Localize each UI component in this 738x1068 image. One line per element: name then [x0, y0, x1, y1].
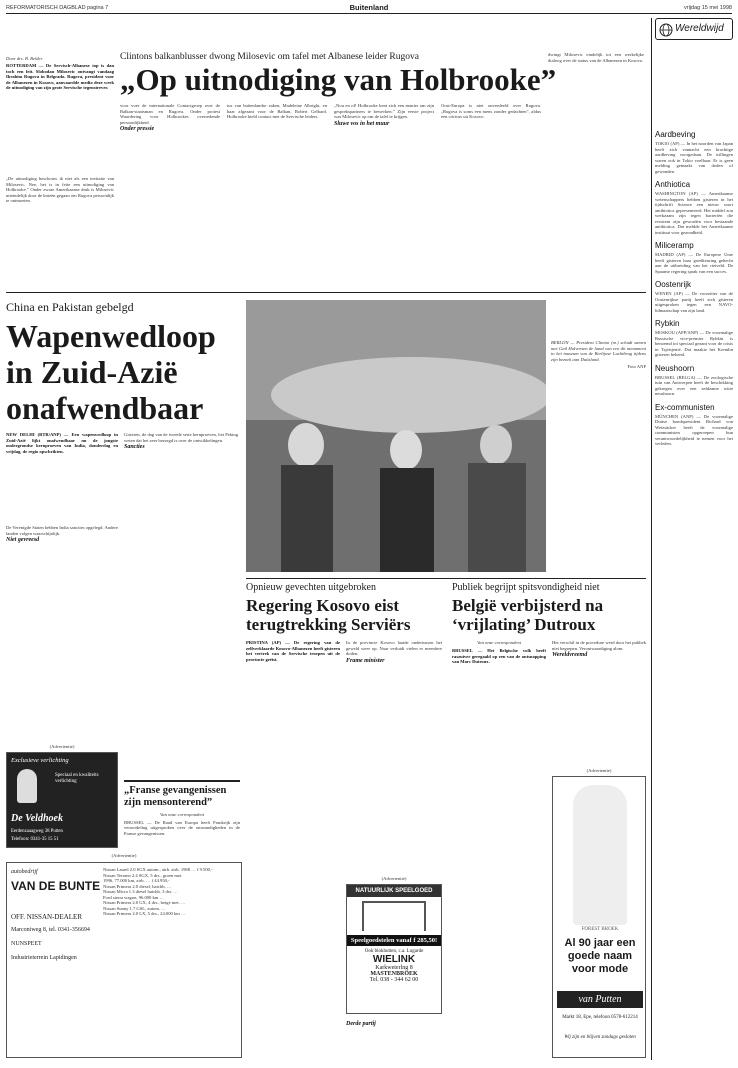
bunte-brand: VAN DE BUNTE [11, 879, 101, 893]
ad-wielink[interactable] [346, 884, 442, 1014]
china-col1-text: De Verenigde Staten hebben India sancties opgelegd. Andere landen volgen waarschijnlijk. [6, 525, 118, 536]
veldhoek-title: Exclusieve verlichting [11, 757, 69, 764]
putten-slogan: Al 90 jaar een goede naam voor mode [564, 937, 636, 975]
dutroux-intro: BRUSSEL — Het Belgische volk heeft raszuiver geregaald op een van de ontsnapping van Marc Dutroux. [452, 648, 546, 664]
wielink-addr: Ook blokhutten, c.a. Lugarde [364, 949, 424, 954]
kosovo-headline: Regering Kosovo eist terugtrekking Serviërs [246, 596, 411, 634]
photo-credit: Foto ANP [627, 364, 646, 369]
photo-caption [551, 340, 646, 572]
sidebar-item [655, 319, 733, 358]
kosovo-sub2: Derde partij [346, 1021, 376, 1027]
section-title: Buitenland [349, 3, 389, 12]
masthead-left: REFORMATORISCH DAGBLAD pagina 7 [6, 5, 109, 11]
prison-headline: „Franse gevangenissen zijn mensonterend” [124, 785, 227, 808]
model-illustration [573, 785, 627, 925]
car-row: Nissan Primera 2.0 GX, 4 drs., beige met. … [103, 900, 186, 905]
sidebar-items [655, 124, 733, 1060]
china-intro: NEW DELHI (RTR/ANP) — Een wapenwedloop in Zuid-Azië lijkt onafwendbaar nu de jongste ondergrondse kernproeven van India, donderdag en vrijdag, de regio opschrikten. [6, 432, 118, 454]
dutroux-sub1: Wereldvreemd [552, 652, 588, 658]
car-row: Nissan Sunny 1.7 GSL, autom. … [103, 905, 166, 911]
sidebar-item-text: TOKIO (AP) — In het noorden van Japan heeft zich vannacht een krachtige aardbeving voorgedaan. De trillingen waren ook in Tokio voelbaar. Er is geen melding gemaakt van doden of gewonden. [655, 141, 733, 174]
sidebar-item-text: WASHINGTON (AP) — Amerikaanse wetenschappers hebben gisteren in het tijdschrift Science een nieuw soort antibiotica gepresenteerd. Het middel zou werkzaam zijn tegen bacteriën die resistent zijn geworden voor bestaande antibiotica. Dat meldde het Amerikaanse instituut voor gezondheid. [655, 191, 733, 235]
wielink-name: WIELINK [372, 954, 416, 965]
putten-addr: Markt 18, Epe, telefoon 0578-612214 [562, 1015, 638, 1020]
ad-van-de-bunte[interactable] [6, 862, 242, 1058]
lead-bottom-rule [6, 292, 646, 293]
car-row: Nissan Primera 2.0 LX, 5 drs., 24.000 km … [103, 911, 186, 916]
wielink-sub: NATUURLIJK SPEELGOED [347, 885, 441, 897]
car-row: Nissan Terrano 2.4 SGX, 5 drs., groen met. [103, 872, 183, 878]
sidebar-item [655, 180, 733, 235]
sidebar-item [655, 364, 733, 397]
prison-body: BRUSSEL — De Raad van Europa heeft Frankrijk zijn veroordeling uitgesproken over de omstandigheden in de Franse gevangenissen. [124, 819, 240, 836]
china-col2-sub: Sancties [124, 444, 145, 450]
sidebar-item-title: Oostenrijk [655, 280, 692, 289]
wielink-phone: Tel. 038 - 344 62 00 [369, 977, 419, 983]
photo-illustration [246, 300, 546, 572]
putten-foot: Wij zijn en blijven zondags gesloten [564, 1035, 636, 1040]
photo-bottom-rule [246, 578, 646, 579]
sidebar-item-title: Miliceramp [655, 241, 694, 250]
sidebar-item-title: Anthiotica [655, 180, 691, 189]
car-row: 1996, 77.000 km, airb. … f 44.950,- [103, 878, 170, 883]
sidebar-divider [651, 18, 652, 1060]
bunte-shop: autobedrijf [11, 869, 38, 875]
china-kicker: China en Pakistan gebelgd [6, 300, 134, 314]
dutroux-byline: Van onze correspondent [477, 640, 521, 645]
china-col1 [6, 525, 118, 740]
bunte-line1: OFF. NISSAN-DEALER [11, 913, 83, 921]
ad-label-1: (Advertentie) [49, 744, 75, 749]
kosovo-kicker: Opnieuw gevechten uitgebroken [246, 582, 376, 593]
kosovo-sub1: Frame minister [346, 657, 385, 664]
prison-byline: Van onze correspondent [160, 812, 204, 817]
bunte-line4: Industrieterrein Lapidingen [11, 955, 77, 961]
lead-col4-text: „Nou en of! Holbrooke kent zich een manier om zijn gesprekspartners te bewerken.” Zijn eerste project was Milosevic op om de tafel te krijgen. [334, 103, 434, 119]
sidebar-item [655, 241, 733, 274]
car-row: Nissan Primera 2.0 diesel, hatchb. … [103, 883, 172, 889]
ad-label-4: (Advertentie) [586, 768, 612, 773]
ad-veldhoek[interactable] [6, 752, 118, 848]
forest-label: FOREST BROEK [581, 927, 619, 932]
car-row: Nissan Micra 1.3 diesel hatchb. 3 drs. … [103, 889, 179, 894]
china-col2 [124, 432, 238, 740]
dutroux-body-text: Het verschil in de procedure werd door het publiek niet begrepen. Verontwaardiging alom. [552, 640, 646, 651]
photo-clinton [246, 300, 546, 572]
lead-col2-text: voor voer de internationale Contactgroep over de Balkan-staatsman en Rugova. Onder protest Waardering voor Holbrookes overredende persoonlijkheid. [120, 103, 220, 125]
sidebar-item-title: Ex-communisten [655, 402, 715, 412]
globe-icon [659, 23, 673, 37]
car-row: Nissan Laurel 2.0 SGX autom., airb. airb. 1988 … f 9.500,- [103, 867, 213, 872]
kosovo-intro: PRISTINA (AP) — De regering van de zelfverklaarde Kosovo-Albanezen heeft gisteren het vertrek van de Servische troepen uit de provincie geëist. [246, 640, 340, 662]
masthead-rule [6, 13, 732, 14]
lead-col4-sub: Sluwe vos in het muur [334, 120, 390, 127]
sidebar-item-text: WENEN (AP) — De voorzitter van de Oostenrijkse partij heeft zich gisteren uitgesproken tegen een NAVO-lidmaatschap van zijn land. [655, 291, 733, 313]
sidebar-item [655, 280, 733, 313]
sidebar-item-text: MÜNCHEN (ANP) — De voormalige Duitse bondspresident Richard von Weizsäcker heeft de voormalige communisten opgeroepen hun verantwoordelijkheid te nemen voor het verleden. [655, 413, 733, 446]
veldhoek-address: Eerdenzaaagweg 38 Putten [11, 829, 63, 834]
ad-label-2: (Advertentie) [111, 853, 137, 858]
lead-headline: „Op uitnodiging van Holbrooke” [120, 62, 557, 97]
lead-col5: Oost-Europa is niet onverdeeld over Rugova. „Rugova is soms een mens zonder gedachten”, aldus een criticus uit Kosovo. [441, 103, 541, 119]
photo-caption-text: BERLIJN — President Clinton (m.) schudt samen met Gail Halvorsen de hand van een dit monument in het museum van de Berlijnse Luchtbrug tijdens zijn bezoek aan Duitsland. [551, 340, 646, 362]
sidebar-item [655, 130, 733, 174]
car-row: Ford sierra wagon, 96.000 km … [103, 894, 165, 900]
sidebar-item-title: Neushoorn [655, 363, 695, 373]
china-headline: Wapenwedloop in Zuid-Azië onafwendbaar [6, 318, 216, 426]
lead-kicker: Clintons balkanblusser dwong Milosevic om tafel met Albanese leider Rugova [120, 52, 419, 62]
sidebar-header [655, 18, 733, 40]
bunte-car-list [103, 867, 239, 917]
ad-label-3: (Advertentie) [381, 876, 407, 881]
lead-intro: ROTTERDAM — De Servisch-Albanese top is dan toch een feit. Slobodan Milosevic ontvangt vandaag Ibrahim Rugova in Belgrado. Rugova, president voor de Albanezen in Kosovo, aanvaardde medio deze week de uitnodiging van zijn grote Servische tegenstrever. [6, 63, 114, 90]
sidebar-item-title: Rybkin [655, 319, 680, 328]
lamp-icon [17, 769, 37, 803]
kosovo-body [346, 640, 442, 740]
veldhoek-name: De Veldhoek [11, 813, 63, 824]
wielink-price: Speelgoedstelen vanaf f 285,50! [347, 935, 441, 946]
veldhoek-phone: Telefoon: 0341-35 15 51 [11, 837, 59, 842]
ad-van-putten[interactable] [552, 776, 646, 1058]
lead-byline: Door drs. B. Belder [6, 56, 43, 61]
swing-icon [362, 901, 426, 931]
dutroux-kicker: Publiek begrijpt spitsvondigheid niet [452, 582, 600, 593]
dutroux-body [552, 640, 646, 748]
sidebar-item-text: BRUSSEL (BELGA) — De zoologische tuin van Antwerpen heeft de beschikking gekregen over een zeldzame witte neushoorn. [655, 374, 733, 396]
lead-col6: dwingt Milosevic eindelijk tot een werkelijke dialoog over de status van de Albanezen in Kosovo. [548, 52, 644, 63]
lead-col2 [120, 103, 220, 288]
dutroux-headline: België verbijsterd na ‘vrijlating’ Dutroux [452, 596, 604, 634]
wielink-street: Karkweterlng 8 [375, 965, 413, 971]
sidebar-item-text: MADRID (AP) — De Europese Unie heeft gisteren haar goedkeuring gehecht aan de uitbreiding van het rietveld. De Spaanse regering sprak van een succes. [655, 252, 733, 274]
kosovo-col3 [346, 1020, 442, 1060]
lead-col1: „De uitnodiging beschouw ik niet als een invitatie van Milosevic. Nee, het is in feite een uitnodiging van Holbrooke.” Onder zware Amerikaanse druk is Milosevic uiteindelijk door de knieën gegaan om Rugova persoonlijk te ontmoeten. [6, 176, 114, 203]
sidebar-item-title: Aardbeving [655, 130, 696, 139]
kosovo-body-text: In de provincie Kosovo laaide ondertussen het geweld weer op. Naar verluidt vielen er meerdere doden. [346, 640, 442, 656]
lead-col4 [334, 103, 434, 288]
wielink-town: MASTENBROEK [370, 971, 418, 977]
sidebar-item-text: MOSKOU (AFP/ANP) — De voormalige Russische vice-premier Rybkin is benoemd tot speciaal gezant voor de crisis in Tsjetsjenië. Dat maakte het Kremlin gisteren bekend. [655, 330, 733, 357]
masthead-date: vrijdag 15 mei 1998 [683, 5, 732, 11]
veldhoek-text: Speciaal en kwaliteits verlichting [55, 773, 99, 784]
lead-col2-sub: Onder pressie [120, 126, 155, 132]
china-col1-sub: Niet gevreesd [6, 537, 40, 543]
bunte-line2: Marconiweg 8, tel. 0341-356694 [11, 927, 90, 933]
lead-col3: tus van buitenlandse zaken, Madeleine Albright, en haar afgezant voor de Balkan, Robert Gelbard. Holbrooke hield contact met de Servische leiders. [227, 103, 327, 119]
sidebar-title: Wereldwijd [675, 23, 724, 34]
bunte-line3: NUNSPEET [11, 941, 42, 947]
china-col2-text: Gisteren, de dag van de tweede serie kernproeven, liet Peking weten dat het zeer bezorgd is over de ontwikkelingen. [124, 432, 238, 443]
putten-brand: van Putten [557, 991, 643, 1008]
sidebar-item [655, 403, 733, 447]
